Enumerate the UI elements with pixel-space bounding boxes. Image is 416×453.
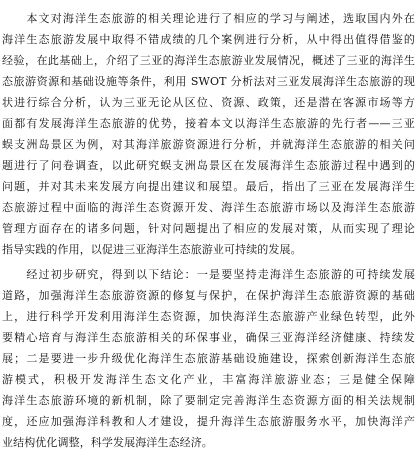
text-line: 蜈支洲岛景区为例，对其海洋旅游资源进行分析，并就海洋生态旅游的相关问 bbox=[2, 138, 415, 151]
text-line: 上，进行科学开发利用海洋生态资源，加快海洋生态旅游产业绿色转型，此外 bbox=[2, 310, 415, 323]
text-line: 展；二是要进一步升级优化海洋生态旅游基础设施建设，探索创新海洋生态旅 bbox=[2, 352, 415, 365]
text-line: 指导实践的作用，以促进三亚海洋生态旅游业可持续的发展。 bbox=[2, 243, 302, 256]
text-line: 海洋生态旅游环境的新机制，除了要制定完善海洋生态资源方面的相关法规制 bbox=[2, 394, 415, 407]
conclusion-paragraph bbox=[2, 264, 415, 453]
text-line: 经过初步研究，得到以下结论：一是要坚持走海洋生态旅游的可持续发展 bbox=[2, 268, 415, 281]
text-line: 道路，加强海洋生态旅游资源的修复与保护，在保护海洋生态旅游资源的基础 bbox=[2, 289, 415, 302]
text-line: 问题，并对其未来发展方向提出建议和展望。最后，指出了三亚在发展海洋生 bbox=[2, 180, 415, 193]
text-line: 经验，在此基础上，介绍了三亚的海洋生态旅游业发展情况，概述了三亚的海洋生 bbox=[2, 54, 415, 67]
text-line: 海洋生态旅游发展中取得不错成绩的几个案例进行分析，从中得出值得借鉴的 bbox=[2, 33, 415, 46]
abstract-paragraph-1 bbox=[2, 8, 415, 260]
text-line: 态旅游资源和基础设施等条件，利用 SWOT 分析法对三亚发展海洋生态旅游的现 bbox=[2, 75, 415, 88]
text-line: 管理方面存在的诸多问题，针对问题提出了相应的发展对策，从而实现了理论 bbox=[2, 222, 415, 235]
text-line: 面都有发展海洋生态旅游的优势，接着本文以海洋生态旅游的先行者——三亚 bbox=[2, 117, 415, 130]
text-line: 业结构优化调整，科学发展海洋生态经济。 bbox=[2, 436, 213, 449]
text-line: 态旅游过程中面临的海洋生态资源开发、海洋生态旅游市场以及海洋生态旅游 bbox=[2, 201, 415, 214]
text-line: 本文对海洋生态旅游的相关理论进行了相应的学习与阐述，选取国内外在 bbox=[2, 12, 415, 25]
text-line: 游模式，积极开发海洋生态文化产业，丰富海洋旅游业态；三是健全保障 bbox=[2, 373, 415, 386]
text-line: 要精心培育与海洋生态旅游相关的环保事业，确保三亚海洋经济健康、持续发 bbox=[2, 331, 415, 344]
text-line: 度，还应加强海洋科教和人才建设，提升海洋生态旅游服务水平，加快海洋产 bbox=[2, 415, 415, 428]
text-line: 题进行了问卷调查，以此研究蜈支洲岛景区在发展海洋生态旅游过程中遇到的 bbox=[2, 159, 415, 172]
text-line: 状进行综合分析，认为三亚无论从区位、资源、政策，还是潜在客源市场等方 bbox=[2, 96, 415, 109]
